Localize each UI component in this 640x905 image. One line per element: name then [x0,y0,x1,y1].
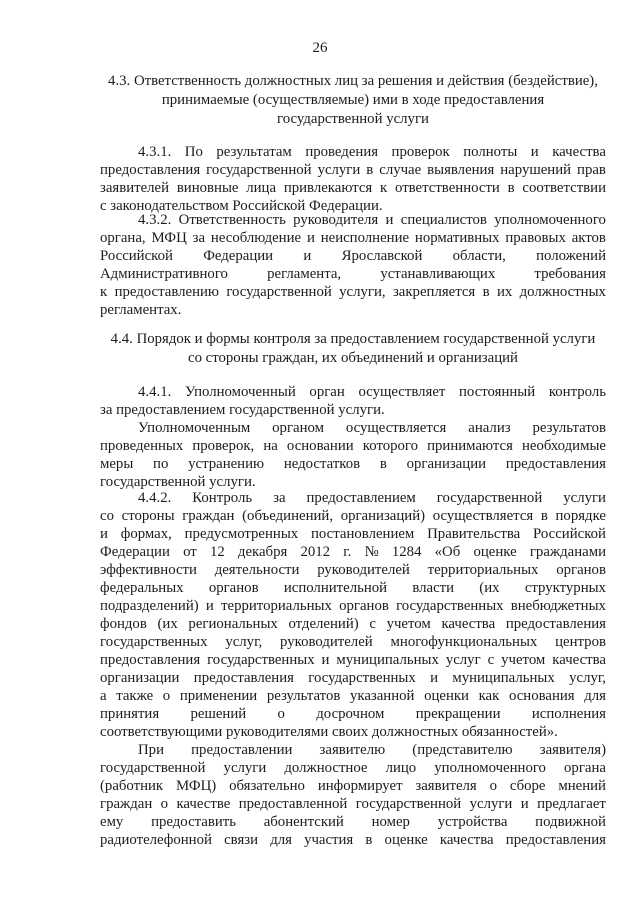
word: проведенных [100,438,184,454]
word: органа, [100,230,146,246]
word: территориальных [427,562,539,578]
word: услуги, [339,284,386,300]
word: основании [286,438,354,454]
word: 4.3.2. [138,212,172,228]
word: номер [371,814,410,830]
word: полноты [463,144,518,160]
word: учетом [501,652,546,668]
word: устройства [437,814,508,830]
word: При [138,742,165,758]
word: меры [100,456,134,472]
word: руководителей [317,562,410,578]
page-number: 26 [312,40,328,56]
word: ответственности [394,180,500,196]
word: в [507,180,515,196]
word: Административного [100,266,228,282]
word: подразделений) [100,598,199,614]
heading-line: со стороны граждан, их объединений и организаций [188,350,518,366]
word: услуг [445,652,481,668]
word: лицо [385,760,417,776]
word: предоставлении [191,742,293,758]
word: Уполномоченным [138,420,251,436]
word: предоставлением [306,490,416,506]
heading-line: государственной услуги [277,111,429,127]
word: предусмотренных [184,526,299,542]
word: муниципальных [452,670,555,686]
word: на [263,438,278,454]
word: информирует [317,778,403,794]
word: прав [577,162,606,178]
text-line [100,760,606,777]
word: результатов [266,688,341,704]
word: государственной [206,162,312,178]
word: и [205,598,214,614]
word: граждан [182,508,235,524]
text-line [100,180,606,197]
word: в [482,284,490,300]
word: сборе [509,778,546,794]
word: и [520,796,529,812]
word: недостатков [283,456,361,472]
word: подвижной [535,814,606,830]
word: к [100,284,108,300]
text-line [100,832,606,849]
text-line [100,652,606,669]
word: проверок [391,144,450,160]
word: «Об [434,544,461,560]
word: постоянный [459,384,536,400]
text-line [100,670,606,687]
word: применении [179,688,258,704]
word: о [160,796,169,812]
word: проверок, [192,438,255,454]
word: исполнительной [283,580,388,596]
word: досрочном [316,706,385,722]
word: ему [100,814,124,830]
word: услуг, [225,634,263,650]
text-line [100,212,606,229]
word: 4.3.1. [138,144,172,160]
word: органа [564,760,606,776]
word: муниципальных [336,652,439,668]
word: предоставления [100,162,201,178]
word: заявителя [415,778,477,794]
text-line [100,420,606,437]
word: № [364,544,379,560]
word: Федерации [100,544,170,560]
word: проведения [305,144,379,160]
text-line [100,580,606,597]
word: 12 [209,544,225,560]
heading-line: принимаемые (осуществляемые) ими в ходе предоставления [161,92,545,108]
word: актов [571,230,606,246]
text-line: за предоставлением государственной услуги. [100,402,385,418]
word: Ярославской [341,248,423,264]
word: эффективности [100,562,197,578]
text-line: с законодательством Российской Федерации. [100,198,383,214]
word: с [487,652,495,668]
word: органов [556,562,606,578]
word: Федерации [203,248,274,264]
word: государственной [100,760,206,776]
text-line: государственной услуги. [100,474,256,490]
text-line [100,438,606,455]
text-line [100,634,606,651]
text-line: регламентах. [100,302,182,318]
word: указанной [349,688,415,704]
word: осуществляется [432,508,534,524]
word: о [162,688,171,704]
word: структурных [524,580,606,596]
word: о [489,778,497,794]
section-heading-4-4 [100,330,606,368]
word: устанавливающих [380,266,496,282]
word: и [530,144,539,160]
word: 4.4.2. [138,490,172,506]
word: качества [439,832,494,848]
word: неисполнение [320,230,410,246]
word: По [184,144,203,160]
word: предоставлению [114,284,219,300]
word: услуги [223,760,267,776]
word: должностное [284,760,368,776]
word: региональных [188,616,278,632]
word: органов [208,580,259,596]
word: выявления [427,162,495,178]
text-line [100,598,606,615]
word: решений [190,706,247,722]
text-line [100,144,606,161]
word: привлекаются [283,180,373,196]
word: государственных [100,634,208,650]
word: Уполномоченный [184,384,296,400]
word: (их [479,580,500,596]
word: предоставления [193,670,294,686]
word: положений [536,248,606,264]
text-line [100,526,606,543]
word: Контроль [192,490,253,506]
text-line [100,162,606,179]
word: со [100,508,114,524]
word: МФЦ) [175,778,217,794]
text-line [100,814,606,831]
word: анализ [468,420,511,436]
word: органом [272,420,324,436]
word: их [496,284,513,300]
word: Ответственность [178,212,286,228]
word: лица [246,180,277,196]
word: орган [309,384,345,400]
word: уполномоченного [494,212,606,228]
word: закрепляется [392,284,476,300]
word: деятельности [214,562,300,578]
word: (представителю [412,742,513,758]
word: услуги [563,490,606,506]
word: государственных [396,598,504,614]
word: и [385,212,394,228]
word: области, [452,248,506,264]
word: услуг, [569,670,606,686]
text-line [100,456,606,473]
word: осуществляет [358,384,446,400]
word: результатам [216,144,292,160]
word: для [584,688,606,704]
word: организации [406,456,487,472]
text-line [100,778,606,795]
word: Российской [533,526,606,542]
word: и [430,670,438,686]
word: граждан [100,796,153,812]
word: государственной [355,796,462,812]
word: прекращении [415,706,501,722]
word: требования [534,266,606,282]
word: г. [343,544,352,560]
word: отделений) [288,616,359,632]
word: услуги [469,796,513,812]
word: уполномоченного [434,760,546,776]
word: мнений [558,778,606,794]
word: абонентский [263,814,344,830]
word: о [277,706,285,722]
section-heading-4-3 [100,72,606,129]
text-line [100,508,606,525]
word: основания [508,688,575,704]
word: организации [100,670,180,686]
word: случае [379,162,422,178]
word: организаций) [340,508,426,524]
text-line [100,688,606,705]
word: (работник [100,778,164,794]
word: в [365,832,373,848]
word: руководителей [280,634,373,650]
word: обязательно [229,778,305,794]
word: территориальных [221,598,332,614]
word: должностных [519,284,606,300]
word: виновные [176,180,239,196]
word: за [273,490,286,506]
word: осуществляется [345,420,447,436]
word: стороны [121,508,175,524]
word: государственной [436,490,543,506]
word: принятия [100,706,160,722]
text-line [100,562,606,579]
word: 4.4.1. [138,384,172,400]
word: качестве [176,796,231,812]
text-line [100,248,606,265]
text-line [100,266,606,283]
word: учетом [386,616,431,632]
word: многофункциональных [390,634,538,650]
word: услуги [317,162,361,178]
word: власти [412,580,455,596]
text-line [100,616,606,633]
word: принимаются [427,438,513,454]
word: качества [552,652,606,668]
word: заявителя) [539,742,606,758]
word: нормативных [414,230,500,246]
text-line [100,384,606,401]
word: которого [362,438,419,454]
word: в [366,162,374,178]
word: устранению [188,456,265,472]
text-line [100,796,606,813]
word: заявителей [100,180,170,196]
word: Российской [100,248,173,264]
text-line: соответствующими руководителями своих должностных обязанностей». [100,724,558,740]
word: (их [157,616,178,632]
word: в [540,508,548,524]
word: в [379,456,387,472]
word: постановлением [311,526,415,542]
word: внебюджетных [510,598,606,614]
word: предоставленной [238,796,348,812]
word: как [478,688,500,704]
word: 2012 [300,544,331,560]
word: заявителю [319,742,386,758]
word: правовых [505,230,566,246]
word: предоставления [505,456,606,472]
word: необходимые [522,438,606,454]
word: государственных [308,670,416,686]
word: фондов [100,616,147,632]
word: и [306,230,315,246]
word: Правительства [427,526,521,542]
word: формах, [120,526,172,542]
word: регламента, [267,266,342,282]
word: порядке [555,508,606,524]
word: (объединений, [242,508,334,524]
text-line [100,284,606,301]
word: контроль [548,384,606,400]
word: МФЦ [151,230,187,246]
heading-line: 4.4. Порядок и формы контроля за предоставлением государственной услуги [110,331,596,347]
word: за [192,230,206,246]
word: руководителя [293,212,379,228]
text-line [100,230,606,247]
word: предлагает [537,796,606,812]
text-line [100,490,606,507]
word: предоставить [151,814,236,830]
word: участия [304,832,354,848]
text-line [100,742,606,759]
word: предоставления [100,652,201,668]
word: также [116,688,154,704]
word: и [303,248,312,264]
word: предоставления [505,616,606,632]
word: и [100,526,108,542]
word: результатов [532,420,606,436]
word: оценке [384,832,428,848]
word: органов [339,598,389,614]
word: оценке [473,544,517,560]
word: декабря [237,544,288,560]
word: предоставления [505,832,606,848]
word: 1284 [391,544,422,560]
word: качества [441,616,496,632]
text-line [100,706,606,723]
word: к [380,180,388,196]
word: соответствии [522,180,606,196]
word: государственных [207,652,315,668]
word: федеральных [100,580,184,596]
heading-line: 4.3. Ответственность должностных лиц за решения и действия (бездействие), [108,73,598,89]
word: несоблюдение [210,230,302,246]
word: с [369,616,376,632]
word: центров [555,634,606,650]
word: радиотелефонной [100,832,212,848]
word: государственной [226,284,332,300]
word: исполнения [531,706,606,722]
text-line [100,544,606,561]
word: качества [552,144,606,160]
word: по [153,456,169,472]
word: связи [224,832,259,848]
word: нарушений [500,162,572,178]
word: гражданами [529,544,606,560]
word: а [100,688,107,704]
word: от [183,544,197,560]
word: и [321,652,330,668]
word: специалистов [400,212,487,228]
word: для [270,832,292,848]
word: оценки [424,688,469,704]
